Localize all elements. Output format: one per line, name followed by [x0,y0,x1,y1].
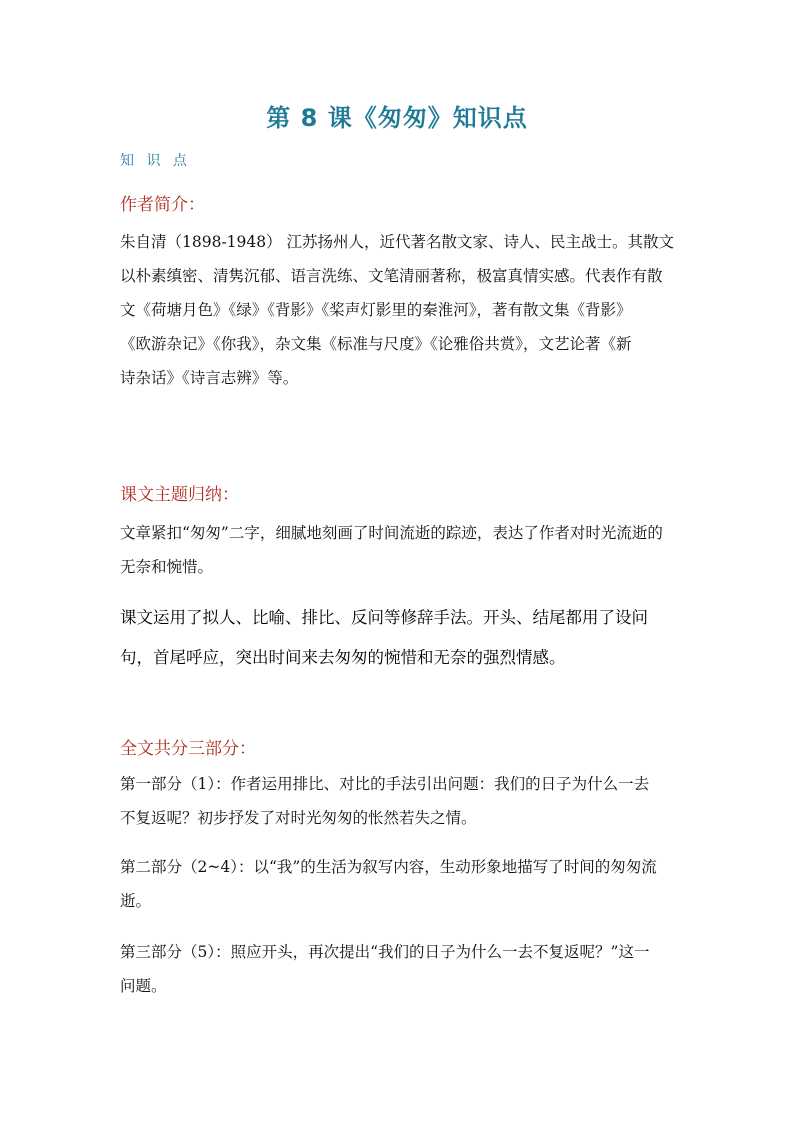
author-heading: 作者简介： [120,195,205,215]
part2-line: 第二部分（2~4）：以“我”的生活为叙写内容，生动形象地描写了时间的匆匆流 [120,858,657,876]
parts-heading: 全文共分三部分： [120,739,256,759]
part3-line: 第三部分（5）：照应开头，再次提出“我们的日子为什么一去不复返呢？”这一 [120,943,650,961]
theme-bold-line: 课文运用了拟人、比喻、排比、反问等修辞手法。开头、结尾都用了设问 [120,608,648,627]
theme-bold-line: 句，首尾呼应，突出时间来去匆匆的惋惜和无奈的强烈情感。 [120,648,566,667]
section-kicker: 知 识 点 [120,153,191,169]
author-line: 文《荷塘月色》《绿》《背影》《桨声灯影里的秦淮河》，著有散文集《背影》 [120,301,632,319]
part1-line: 第一部分（1）：作者运用排比、对比的手法引出问题：我们的日子为什么一去 [120,775,650,793]
author-paragraph [120,225,680,395]
theme-heading: 课文主题归纳： [120,485,239,505]
author-line: 《欧游杂记》《你我》，杂文集《标准与尺度》《论雅俗共赏》，文艺论著《新 [120,335,632,353]
theme-line: 文章紧扣“匆匆”二字，细腻地刻画了时间流逝的踪迹，表达了作者对时光流逝的 [120,524,663,542]
theme-line: 无奈和惋惜。 [120,558,214,576]
part2-paragraph [120,850,680,918]
part3-line: 问题。 [120,977,167,995]
author-line: 诗杂话》《诗言志辨》等。 [120,369,299,387]
author-line: 朱自清（1898-1948） 江苏扬州人，近代著名散文家、诗人、民主战士。其散文 [120,233,675,251]
part2-line: 逝。 [120,892,152,910]
theme-paragraph [120,516,680,584]
author-line: 以朴素缜密、清隽沉郁、语言洗练、文笔清丽著称，极富真情实感。代表作有散 [120,267,663,285]
part1-paragraph [120,767,680,835]
part3-paragraph [120,935,680,1003]
theme-bold-paragraph [120,598,680,678]
part1-line: 不复返呢？初步抒发了对时光匆匆的怅然若失之情。 [120,809,477,827]
page-title: 第 8 课《匆匆》知识点 [266,104,528,132]
